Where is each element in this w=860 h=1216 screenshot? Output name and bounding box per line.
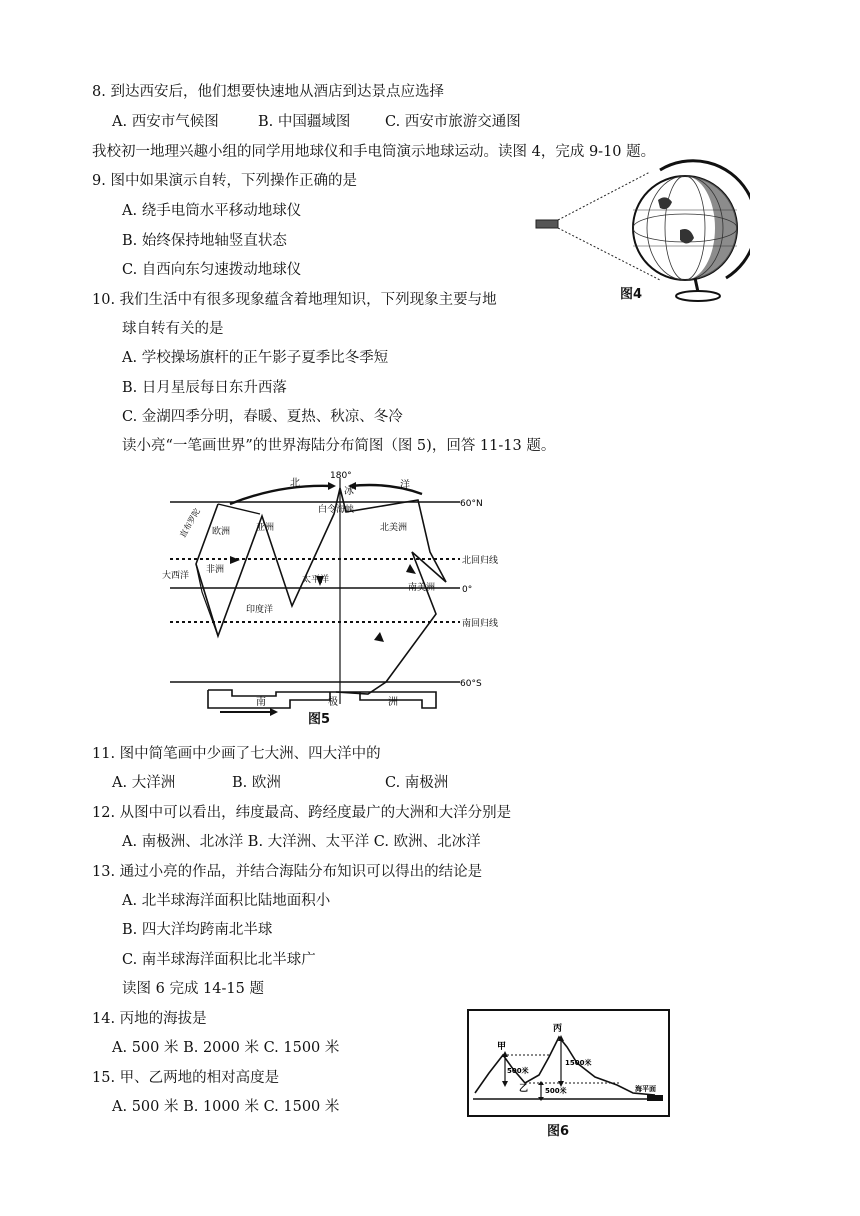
- label-h500-b: 500米: [545, 1087, 567, 1095]
- q9-stem: 9. 图中如果演示自转，下列操作正确的是: [92, 173, 357, 189]
- q10-stem-line1: 10. 我们生活中有很多现象蕴含着地理知识，下列现象主要与地: [92, 292, 497, 308]
- q15-stem: 15. 甲、乙两地的相对高度是: [92, 1070, 280, 1086]
- q13-stem: 13. 通过小亮的作品，并结合海陆分布知识可以得出的结论是: [92, 864, 483, 880]
- label-arctic-bing: 冰: [344, 486, 354, 497]
- label-north-america: 北美洲: [380, 523, 408, 533]
- label-h500-a: 500米: [507, 1067, 529, 1075]
- q10-option-b: B. 日月星辰每日东升西落: [122, 380, 287, 396]
- q11-stem: 11. 图中简笔画中少画了七大洲、四大洋中的: [92, 746, 381, 762]
- q11-option-c: C. 南极洲: [385, 775, 449, 791]
- label-antarctica-ji: 极: [328, 697, 338, 708]
- q15-options: A. 500 米 B. 1000 米 C. 1500 米: [112, 1099, 340, 1115]
- intro-9-10: 我校初一地理兴趣小组的同学用地球仪和手电筒演示地球运动。读图 4，完成 9-10 题。: [92, 144, 656, 160]
- label-asia: 亚洲: [256, 523, 275, 533]
- q8-option-b: B. 中国疆域图: [258, 114, 351, 130]
- intro-14-15: 读图 6 完成 14-15 题: [122, 981, 264, 997]
- elevation-profile: [469, 1011, 668, 1115]
- label-arctic-bei: 北: [290, 478, 300, 489]
- label-60n: 60°N: [460, 499, 483, 509]
- label-h1500: 1500米: [565, 1059, 592, 1067]
- label-yi: 乙: [519, 1084, 529, 1094]
- q8-stem: 8. 到达西安后，他们想要快速地从酒店到达景点应选择: [92, 84, 444, 100]
- label-strait-left: 直布罗陀: [178, 506, 202, 540]
- label-antarctica-zhou: 洲: [388, 697, 398, 708]
- label-antarctica-nan: 南: [256, 697, 266, 708]
- figure-6-elevation-profile: [467, 1009, 670, 1117]
- q11-option-a: A. 大洋洲: [112, 775, 176, 791]
- label-equator: 0°: [462, 585, 473, 595]
- figure-5-world-sketch: [160, 464, 520, 734]
- label-europe: 欧洲: [212, 527, 231, 537]
- q14-options: A. 500 米 B. 2000 米 C. 1500 米: [112, 1040, 340, 1056]
- q9-option-a: A. 绕手电筒水平移动地球仪: [122, 203, 302, 219]
- flashlight-icon: [536, 220, 558, 228]
- q12-options: A. 南极洲、北冰洋 B. 大洋洲、太平洋 C. 欧洲、北冰洋: [122, 834, 481, 850]
- q9-option-b: B. 始终保持地轴竖直状态: [122, 233, 287, 249]
- q9-option-c: C. 自西向东匀速拨动地球仪: [122, 262, 302, 278]
- label-60s: 60°S: [460, 679, 482, 689]
- q13-option-b: B. 四大洋均跨南北半球: [122, 922, 273, 938]
- q13-option-c: C. 南半球海洋面积比北半球广: [122, 952, 316, 968]
- figure-5-caption: 图5: [308, 712, 331, 727]
- q10-option-c: C. 金湖四季分明，春暖、夏热、秋凉、冬冷: [122, 409, 403, 425]
- figure-4-caption: 图4: [620, 287, 643, 302]
- figure-6-caption: 图6: [547, 1124, 570, 1139]
- label-sea-level: 海平面: [635, 1085, 656, 1093]
- label-arctic-yang: 洋: [400, 480, 410, 491]
- q13-option-a: A. 北半球海洋面积比陆地面积小: [122, 893, 331, 909]
- q8-option-c: C. 西安市旅游交通图: [385, 114, 521, 130]
- q11-option-b: B. 欧洲: [232, 775, 281, 791]
- q8-option-a: A. 西安市气候图: [112, 114, 219, 130]
- label-africa: 非洲: [206, 565, 225, 575]
- q10-stem-line2: 球自转有关的是: [122, 321, 224, 337]
- label-pacific: 太平洋: [302, 575, 330, 585]
- world-sketch-map: [160, 464, 520, 734]
- intro-11-13: 读小亮“一笔画世界”的世界海陆分布简图（图 5)，回答 11-13 题。: [122, 438, 556, 454]
- label-tropic-s: 南回归线: [462, 619, 499, 629]
- label-180: 180°: [330, 471, 352, 481]
- label-bing: 丙: [553, 1024, 563, 1034]
- label-tropic-n: 北回归线: [462, 556, 499, 566]
- label-bering: 白令海峡: [318, 505, 355, 515]
- label-south-america: 南美洲: [408, 583, 436, 593]
- q12-stem: 12. 从图中可以看出，纬度最高、跨经度最广的大洲和大洋分别是: [92, 805, 512, 821]
- label-atlantic: 大西洋: [162, 571, 190, 581]
- label-jia: 甲: [497, 1042, 507, 1052]
- q10-option-a: A. 学校操场旗杆的正午影子夏季比冬季短: [122, 350, 389, 366]
- label-indian: 印度洋: [246, 605, 274, 615]
- q14-stem: 14. 丙地的海拔是: [92, 1011, 207, 1027]
